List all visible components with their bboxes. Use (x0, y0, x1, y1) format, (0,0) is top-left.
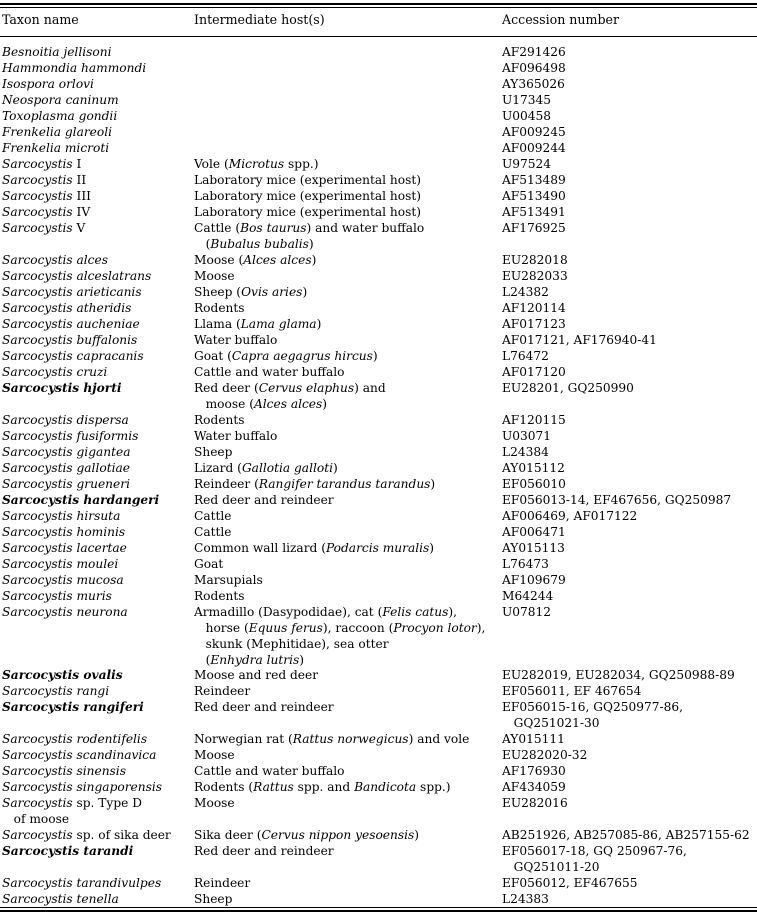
intermediate-host-cell: Sheep (194, 445, 233, 459)
taxon-name-cell: Sarcocystis mucosa (2, 573, 124, 587)
intermediate-host-cell: Llama (Lama glama) (194, 317, 322, 331)
taxon-name-cell: Frenkelia microti (2, 141, 110, 155)
accession-number-cell: AF109679 (502, 573, 566, 587)
intermediate-host-cell: Sheep (194, 892, 233, 906)
taxon-name-cell: Frenkelia glareoli (2, 125, 113, 139)
intermediate-host-cell: Moose (194, 269, 235, 283)
intermediate-host-cell: Norwegian rat (Rattus norwegicus) and vole (194, 732, 470, 746)
accession-number-cell: AF006469, AF017122 (502, 509, 638, 523)
taxon-name-cell: Sarcocystis tarandivulpes (2, 876, 162, 890)
intermediate-host-cell: Laboratory mice (experimental host) (194, 205, 422, 219)
taxon-name-cell: Sarcocystis scandinavica (2, 748, 157, 762)
intermediate-host-cell: Red deer and reindeer (194, 700, 334, 714)
header-taxon: Taxon name (2, 12, 79, 27)
accession-number-cell: EU282019, EU282034, GQ250988-89 (502, 668, 735, 682)
intermediate-host-cell: Goat (194, 557, 224, 571)
intermediate-host-cell: Goat (Capra aegagrus hircus) (194, 349, 378, 363)
taxon-name-cell: Sarcocystis tenella (2, 892, 119, 906)
intermediate-host-cell: Vole (Microtus spp.) (194, 157, 319, 171)
accession-number-cell: EF056017-18, GQ 250967-76, GQ251011-20 (502, 844, 687, 874)
taxon-name-cell: Sarcocystis fusiformis (2, 429, 139, 443)
intermediate-host-cell: Moose (194, 748, 235, 762)
accession-number-cell: AY015111 (502, 732, 565, 746)
intermediate-host-cell: Laboratory mice (experimental host) (194, 189, 422, 203)
taxon-name-cell: Sarcocystis singaporensis (2, 780, 162, 794)
intermediate-host-cell: Marsupials (194, 573, 263, 587)
intermediate-host-cell: Moose (194, 796, 235, 810)
intermediate-host-cell: Cattle (194, 525, 232, 539)
accession-number-cell: AF176925 (502, 221, 566, 235)
accession-number-cell: AY015113 (502, 541, 565, 555)
accession-number-cell: AF006471 (502, 525, 566, 539)
intermediate-host-cell: Lizard (Gallotia galloti) (194, 461, 338, 475)
taxon-name-cell: Sarcocystis alces (2, 253, 108, 267)
accession-number-cell: AF120114 (502, 301, 566, 315)
accession-number-cell: L24382 (502, 285, 549, 299)
taxon-name-cell: Toxoplasma gondii (2, 109, 118, 123)
taxon-name-cell: Sarcocystis rangiferi (2, 700, 144, 714)
accession-number-cell: AF096498 (502, 61, 566, 75)
taxon-name-cell: Sarcocystis alceslatrans (2, 269, 152, 283)
intermediate-host-cell: Water buffalo (194, 333, 278, 347)
accession-number-cell: EF056015-16, GQ250977-86, GQ251021-30 (502, 700, 684, 730)
intermediate-host-cell: Moose (Alces alces) (194, 253, 317, 267)
intermediate-host-cell: Reindeer (Rangifer tarandus tarandus) (194, 477, 436, 491)
taxon-name-cell: Sarcocystis arieticanis (2, 285, 142, 299)
accession-number-cell: U97524 (502, 157, 552, 171)
intermediate-host-cell: Cattle (194, 509, 232, 523)
accession-number-cell: EF056013-14, EF467656, GQ250987 (502, 493, 732, 507)
accession-number-cell: L76473 (502, 557, 549, 571)
accession-number-cell: EU28201, GQ250990 (502, 381, 634, 395)
accession-number-cell: U07812 (502, 605, 552, 619)
taxon-name-cell: Sarcocystis ovalis (2, 668, 123, 682)
accession-number-cell: U03071 (502, 429, 552, 443)
intermediate-host-cell: Sheep (Ovis aries) (194, 285, 308, 299)
accession-number-cell: AF513489 (502, 173, 566, 187)
header-rule (0, 36, 757, 37)
accession-number-cell: AF176930 (502, 764, 566, 778)
taxon-name-cell: Sarcocystis III (2, 189, 91, 203)
accession-number-cell: U00458 (502, 109, 552, 123)
intermediate-host-cell: Armadillo (Dasypodidae), cat (Felis catus), horse (Equus ferus), raccoon (Procyon lotor), skunk (Mephitidae), sea otter (Enhydra lutris) (194, 605, 486, 667)
taxon-name-cell: Besnoitia jellisoni (2, 45, 112, 59)
table-bottom-rule-2 (0, 910, 757, 912)
taxon-name-cell: Sarcocystis lacertae (2, 541, 127, 555)
taxon-name-cell: Sarcocystis cruzi (2, 365, 108, 379)
taxon-name-cell: Sarcocystis grueneri (2, 477, 130, 491)
taxon-name-cell: Sarcocystis sp. Type D of moose (2, 796, 142, 826)
intermediate-host-cell: Red deer and reindeer (194, 493, 334, 507)
table-top-rule-2 (0, 7, 757, 8)
intermediate-host-cell: Cattle and water buffalo (194, 764, 345, 778)
intermediate-host-cell: Rodents (194, 301, 245, 315)
taxon-name-cell: Sarcocystis V (2, 221, 86, 235)
accession-number-cell: AF291426 (502, 45, 566, 59)
accession-number-cell: AF513490 (502, 189, 566, 203)
intermediate-host-cell: Laboratory mice (experimental host) (194, 173, 422, 187)
accession-number-cell: AF017120 (502, 365, 566, 379)
taxon-name-cell: Sarcocystis sp. of sika deer (2, 828, 171, 842)
taxon-name-cell: Sarcocystis hardangeri (2, 493, 160, 507)
accession-number-cell: AY015112 (502, 461, 565, 475)
accession-number-cell: L24384 (502, 445, 549, 459)
taxon-name-cell: Sarcocystis capracanis (2, 349, 144, 363)
taxon-name-cell: Neospora caninum (2, 93, 119, 107)
taxon-name-cell: Sarcocystis gigantea (2, 445, 131, 459)
taxon-name-cell: Sarcocystis buffalonis (2, 333, 138, 347)
accession-number-cell: AF120115 (502, 413, 566, 427)
table-bottom-rule-1 (0, 907, 757, 908)
taxon-name-cell: Sarcocystis aucheniae (2, 317, 140, 331)
intermediate-host-cell: Cattle (Bos taurus) and water buffalo (Bubalus bubalis) (194, 221, 425, 251)
intermediate-host-cell: Cattle and water buffalo (194, 365, 345, 379)
accession-number-cell: AB251926, AB257085-86, AB257155-62 (502, 828, 750, 842)
taxon-name-cell: Sarcocystis rangi (2, 684, 110, 698)
intermediate-host-cell: Red deer and reindeer (194, 844, 334, 858)
taxon-name-cell: Sarcocystis gallotiae (2, 461, 130, 475)
accession-number-cell: AF017123 (502, 317, 566, 331)
intermediate-host-cell: Reindeer (194, 684, 251, 698)
intermediate-host-cell: Common wall lizard (Podarcis muralis) (194, 541, 435, 555)
accession-number-cell: L24383 (502, 892, 549, 906)
intermediate-host-cell: Rodents (194, 589, 245, 603)
taxon-name-cell: Sarcocystis II (2, 173, 87, 187)
intermediate-host-cell: Water buffalo (194, 429, 278, 443)
intermediate-host-cell: Red deer (Cervus elaphus) and moose (Alces alces) (194, 381, 386, 411)
intermediate-host-cell: Sika deer (Cervus nippon yesoensis) (194, 828, 420, 842)
accession-number-cell: EU282033 (502, 269, 568, 283)
taxon-name-cell: Sarcocystis tarandi (2, 844, 134, 858)
accession-number-cell: EU282016 (502, 796, 568, 810)
accession-number-cell: EU282020-32 (502, 748, 588, 762)
accession-number-cell: EF056012, EF467655 (502, 876, 638, 890)
taxon-name-cell: Sarcocystis IV (2, 205, 91, 219)
accession-number-cell: AF513491 (502, 205, 566, 219)
accession-number-cell: AF009244 (502, 141, 566, 155)
taxon-name-cell: Sarcocystis atheridis (2, 301, 132, 315)
taxon-name-cell: Sarcocystis hirsuta (2, 509, 121, 523)
accession-number-cell: EF056010 (502, 477, 566, 491)
intermediate-host-cell: Rodents (194, 413, 245, 427)
taxon-name-cell: Sarcocystis sinensis (2, 764, 126, 778)
taxon-name-cell: Sarcocystis I (2, 157, 82, 171)
taxon-name-cell: Sarcocystis moulei (2, 557, 119, 571)
accession-number-cell: EU282018 (502, 253, 568, 267)
taxon-name-cell: Sarcocystis dispersa (2, 413, 129, 427)
taxon-name-cell: Sarcocystis neurona (2, 605, 128, 619)
intermediate-host-cell: Moose and red deer (194, 668, 319, 682)
taxon-name-cell: Isospora orlovi (2, 77, 94, 91)
accession-number-cell: M64244 (502, 589, 554, 603)
accession-number-cell: AF009245 (502, 125, 566, 139)
taxon-name-cell: Hammondia hammondi (2, 61, 147, 75)
taxon-name-cell: Sarcocystis muris (2, 589, 112, 603)
accession-number-cell: AF017121, AF176940-41 (502, 333, 657, 347)
accession-number-cell: AF434059 (502, 780, 566, 794)
taxon-name-cell: Sarcocystis hominis (2, 525, 126, 539)
header-accession: Accession number (502, 12, 620, 27)
header-host: Intermediate host(s) (194, 12, 325, 27)
accession-number-cell: AY365026 (502, 77, 565, 91)
intermediate-host-cell: Rodents (Rattus spp. and Bandicota spp.) (194, 780, 451, 794)
taxon-name-cell: Sarcocystis hjorti (2, 381, 122, 395)
accession-number-cell: L76472 (502, 349, 549, 363)
intermediate-host-cell: Reindeer (194, 876, 251, 890)
accession-number-cell: U17345 (502, 93, 552, 107)
accession-number-cell: EF056011, EF 467654 (502, 684, 642, 698)
table-top-rule-1 (0, 3, 757, 5)
taxon-name-cell: Sarcocystis rodentifelis (2, 732, 148, 746)
